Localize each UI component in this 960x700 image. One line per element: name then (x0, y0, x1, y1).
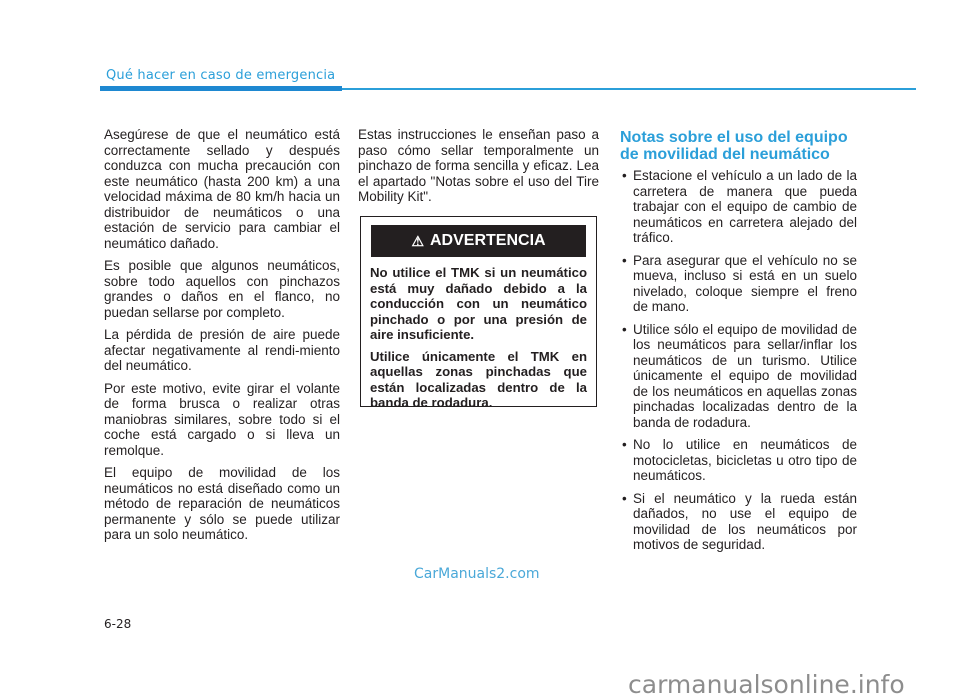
warning-body (361, 257, 596, 411)
list-item: • Si el neumático y la rueda están dañados, no use el equipo de movilidad de los neumáticos por motivos de seguridad. (620, 491, 857, 553)
warning-paragraph: No utilice el TMK si un neumático está muy dañado debido a la conducción con un neumático pinchado o por una presión de aire insuficiente. (370, 265, 587, 342)
paragraph: La pérdida de presión de aire puede afectar negativamente al rendi-miento del neumático. (104, 327, 340, 373)
list-item: • No lo utilice en neumáticos de motocicletas, bicicletas u otro tipo de neumáticos. (620, 437, 857, 484)
header-rule-accent (100, 86, 342, 91)
warning-triangle-icon: ⚠ (411, 232, 424, 249)
notes-heading: Notas sobre el uso del equipo de movilidad del neumático (620, 129, 848, 163)
list-item: • Estacione el vehículo a un lado de la carretera de manera que pueda trabajar con el equipo de cambio de neumáticos en carretera alejado del tráfico. (620, 168, 857, 246)
warning-header (371, 225, 586, 257)
paragraph: Asegúrese de que el neumático está correctamente sellado y después conduzca con mucha precaución con este neumático (hasta 200 km) a una velocidad máxima de 80 km/h hacia un distribuidor de neumáticos o una estación de servicio para cambiar el neumático dañado. (104, 127, 340, 251)
list-item: • Utilice sólo el equipo de movilidad de los neumáticos para sellar/inflar los neumáticos de un turismo. Utilice únicamente el equipo de movilidad de los neumáticos en aquellas zonas pinchadas localizadas dentro de la banda de rodadura. (620, 322, 857, 431)
section-title: Qué hacer en caso de emergencia (106, 68, 336, 83)
warning-paragraph: Utilice únicamente el TMK en aquellas zonas pinchadas que están localizadas dentro de la banda de rodadura. (370, 348, 587, 410)
notes-list (620, 168, 857, 560)
paragraph: Por este motivo, evite girar el volante de forma brusca o realizar otras maniobras similares, sobre todo si el coche está cargado o si lleva un remolque. (104, 380, 340, 458)
list-item: • Para asegurar que el vehículo no se mueva, incluso si está en un suelo nivelado, coloque siempre el freno de mano. (620, 253, 857, 315)
watermark-link[interactable]: CarManuals2.com (414, 566, 540, 582)
page-number: 6-28 (104, 617, 132, 631)
column-middle (358, 127, 599, 212)
warning-title: ADVERTENCIA (430, 232, 546, 249)
warning-box (360, 216, 597, 410)
footer-watermark: carmanualsonline.info (628, 670, 905, 699)
intro-paragraph: Estas instrucciones le enseñan paso a paso cómo sellar temporalmente un pinchazo de forma sencilla y eficaz. Lea el apartado "Notas sobre el uso del Tire Mobility Kit". (358, 127, 599, 204)
paragraph: El equipo de movilidad de los neumáticos no está diseñado como un método de reparación de neumáticos permanente y sólo se puede utilizar para un solo neumático. (104, 465, 340, 542)
paragraph: Es posible que algunos neumáticos, sobre todo aquellos con pinchazos grandes o daños en el flanco, no puedan sellarse por completo. (104, 258, 340, 320)
column-left (104, 127, 340, 550)
